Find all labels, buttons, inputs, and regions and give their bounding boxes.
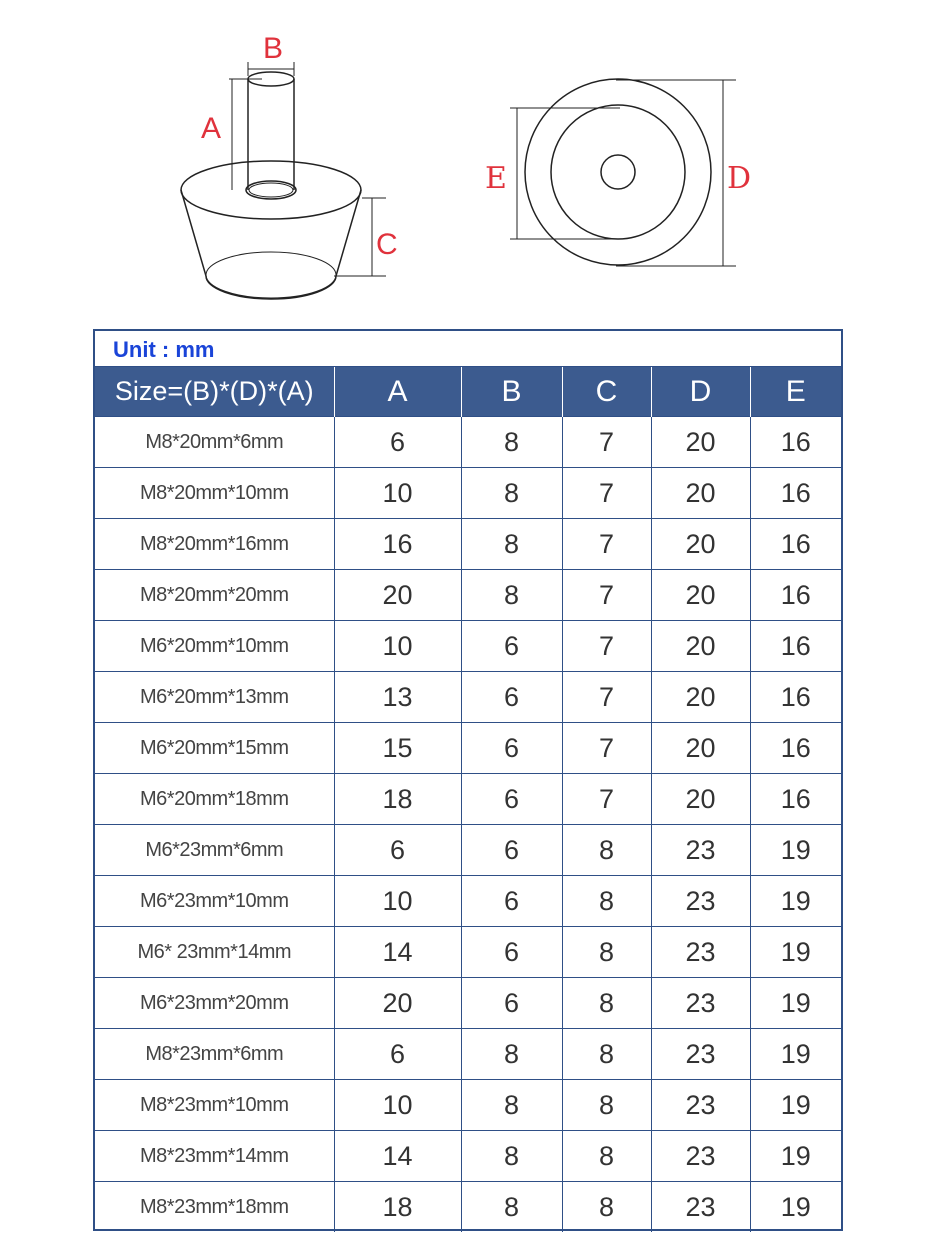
cell-c: 8 (562, 978, 651, 1029)
header-e: E (750, 367, 841, 417)
cell-c: 8 (562, 1182, 651, 1233)
cell-e: 19 (750, 927, 841, 978)
cell-size: M8*23mm*18mm (95, 1182, 334, 1233)
cell-size: M6* 23mm*14mm (95, 927, 334, 978)
table-row (95, 672, 841, 723)
label-b: B (263, 32, 284, 65)
cell-c: 7 (562, 570, 651, 621)
cell-d: 20 (651, 723, 750, 774)
cell-b: 8 (461, 519, 562, 570)
cell-b: 8 (461, 468, 562, 519)
top-view (525, 79, 711, 265)
cell-a: 15 (334, 723, 461, 774)
cell-c: 7 (562, 672, 651, 723)
cell-e: 16 (750, 723, 841, 774)
cell-e: 19 (750, 1029, 841, 1080)
table-row (95, 570, 841, 621)
table-row (95, 774, 841, 825)
cell-c: 8 (562, 876, 651, 927)
cell-a: 10 (334, 468, 461, 519)
cell-size: M6*23mm*20mm (95, 978, 334, 1029)
cell-c: 8 (562, 825, 651, 876)
cell-b: 8 (461, 1182, 562, 1233)
cell-c: 7 (562, 774, 651, 825)
cell-d: 23 (651, 927, 750, 978)
label-a: A (201, 112, 222, 145)
table-row (95, 723, 841, 774)
cell-a: 14 (334, 1131, 461, 1182)
header-d: D (651, 367, 750, 417)
cell-c: 8 (562, 1029, 651, 1080)
cell-a: 10 (334, 1080, 461, 1131)
table-row (95, 417, 841, 468)
cell-c: 7 (562, 417, 651, 468)
cell-e: 16 (750, 774, 841, 825)
table-row (95, 519, 841, 570)
table-row (95, 621, 841, 672)
table-row (95, 825, 841, 876)
cell-a: 16 (334, 519, 461, 570)
side-view (181, 72, 361, 299)
cell-c: 7 (562, 723, 651, 774)
header-size: Size=(B)*(D)*(A) (95, 367, 334, 417)
cell-b: 8 (461, 570, 562, 621)
cell-e: 16 (750, 468, 841, 519)
cell-c: 7 (562, 468, 651, 519)
cell-d: 20 (651, 417, 750, 468)
cell-e: 19 (750, 876, 841, 927)
cell-b: 8 (461, 1080, 562, 1131)
cell-e: 16 (750, 417, 841, 468)
cell-a: 18 (334, 774, 461, 825)
cell-d: 23 (651, 978, 750, 1029)
cell-c: 8 (562, 927, 651, 978)
cell-d: 23 (651, 1029, 750, 1080)
cell-a: 13 (334, 672, 461, 723)
dimension-diagram (0, 0, 934, 320)
label-d: D (727, 161, 752, 196)
label-c: C (376, 228, 398, 261)
cell-b: 6 (461, 774, 562, 825)
cell-e: 16 (750, 621, 841, 672)
cell-d: 20 (651, 672, 750, 723)
cell-e: 16 (750, 570, 841, 621)
cell-b: 8 (461, 1029, 562, 1080)
cell-b: 8 (461, 417, 562, 468)
cell-e: 19 (750, 978, 841, 1029)
cell-d: 23 (651, 1080, 750, 1131)
cell-b: 6 (461, 978, 562, 1029)
cell-e: 19 (750, 1182, 841, 1233)
table-row (95, 1080, 841, 1131)
cell-c: 8 (562, 1080, 651, 1131)
cell-b: 6 (461, 927, 562, 978)
cell-a: 6 (334, 1029, 461, 1080)
side-dimension-lines (229, 62, 386, 276)
cell-size: M8*23mm*14mm (95, 1131, 334, 1182)
cell-c: 8 (562, 1131, 651, 1182)
cell-size: M8*20mm*6mm (95, 417, 334, 468)
cell-e: 19 (750, 1080, 841, 1131)
cell-a: 6 (334, 417, 461, 468)
table-row (95, 876, 841, 927)
table-row (95, 1182, 841, 1233)
cell-a: 20 (334, 978, 461, 1029)
cell-b: 6 (461, 621, 562, 672)
cell-a: 18 (334, 1182, 461, 1233)
cell-e: 19 (750, 825, 841, 876)
cell-d: 20 (651, 774, 750, 825)
cell-b: 6 (461, 825, 562, 876)
cell-d: 23 (651, 1131, 750, 1182)
cell-e: 16 (750, 519, 841, 570)
unit-label: Unit : mm (95, 331, 841, 367)
table-row (95, 1029, 841, 1080)
cell-d: 23 (651, 876, 750, 927)
table-row (95, 1131, 841, 1182)
table-row (95, 468, 841, 519)
cell-size: M8*20mm*16mm (95, 519, 334, 570)
cell-d: 20 (651, 621, 750, 672)
cell-a: 10 (334, 876, 461, 927)
cell-b: 6 (461, 876, 562, 927)
cell-size: M8*20mm*10mm (95, 468, 334, 519)
cell-d: 20 (651, 519, 750, 570)
table-header-row (95, 367, 841, 417)
cell-size: M8*23mm*6mm (95, 1029, 334, 1080)
cell-size: M6*23mm*6mm (95, 825, 334, 876)
label-e: E (485, 161, 507, 196)
cell-b: 6 (461, 723, 562, 774)
cell-c: 7 (562, 621, 651, 672)
cell-d: 23 (651, 825, 750, 876)
cell-b: 6 (461, 672, 562, 723)
cell-size: M6*20mm*15mm (95, 723, 334, 774)
cell-a: 10 (334, 621, 461, 672)
cell-size: M6*23mm*10mm (95, 876, 334, 927)
header-a: A (334, 367, 461, 417)
cell-size: M8*23mm*10mm (95, 1080, 334, 1131)
cell-size: M6*20mm*18mm (95, 774, 334, 825)
cell-size: M6*20mm*13mm (95, 672, 334, 723)
cell-d: 23 (651, 1182, 750, 1233)
size-table-container (93, 329, 843, 1231)
cell-b: 8 (461, 1131, 562, 1182)
header-b: B (461, 367, 562, 417)
table-row (95, 927, 841, 978)
table-row (95, 978, 841, 1029)
cell-d: 20 (651, 570, 750, 621)
cell-e: 19 (750, 1131, 841, 1182)
size-table (95, 367, 841, 1232)
header-c: C (562, 367, 651, 417)
cell-e: 16 (750, 672, 841, 723)
cell-d: 20 (651, 468, 750, 519)
cell-a: 20 (334, 570, 461, 621)
cell-a: 14 (334, 927, 461, 978)
cell-c: 7 (562, 519, 651, 570)
cell-a: 6 (334, 825, 461, 876)
cell-size: M6*20mm*10mm (95, 621, 334, 672)
cell-size: M8*20mm*20mm (95, 570, 334, 621)
